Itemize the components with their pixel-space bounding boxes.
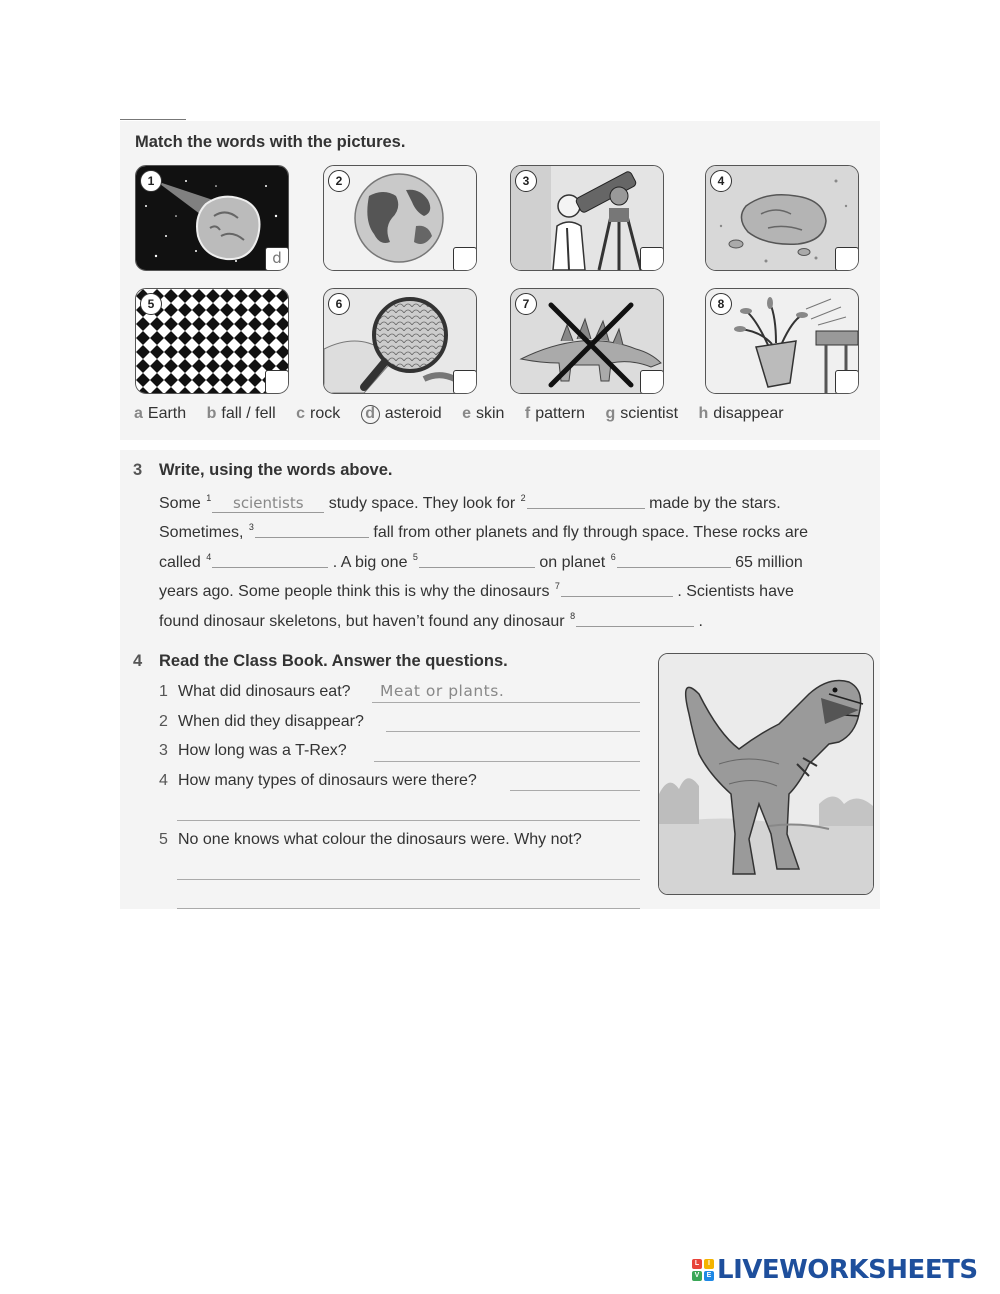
text-big-one: . A big one [332,554,408,571]
blank-6-number: 6 [610,552,616,562]
picture-3-number: 3 [515,170,537,192]
section3-number: 3 [133,461,143,479]
blank-7-number: 7 [554,581,560,591]
word-letter-c: c [296,405,305,422]
question-3 [159,742,347,760]
word-rock: rock [310,405,341,422]
blank-8-number: 8 [570,611,576,621]
picture-5-number: 5 [140,293,162,315]
paragraph-line-1 [159,493,781,513]
picture-6-number: 6 [328,293,350,315]
picture-1-number: 1 [140,170,162,192]
blank-1-number: 1 [206,493,212,503]
answer-1-text[interactable]: Meat or plants. [380,682,505,700]
word-asteroid: asteroid [384,405,442,422]
blank-7-input[interactable] [561,582,673,597]
picture-2-answer-box[interactable] [453,247,477,271]
paragraph-line-3 [159,552,803,572]
blank-3-input[interactable] [255,523,369,538]
question-1-text: What did dinosaurs eat? [178,683,351,700]
paragraph-line-4 [159,581,794,601]
picture-7-answer-box[interactable] [640,370,664,394]
word-letter-b: b [206,405,217,422]
section3-heading: Write, using the words above. [159,461,393,479]
trex-illustration [659,654,873,894]
text-period: . [698,613,703,630]
blank-2-number: 2 [520,493,526,503]
picture-7-number: 7 [515,293,537,315]
paragraph-line-2 [159,522,808,542]
picture-4-rock [705,165,859,271]
question-1 [159,683,351,701]
blank-3-number: 3 [248,522,254,532]
logo-tile-e: E [704,1271,714,1281]
picture-6-skin [323,288,477,394]
logo-tile-l: L [692,1259,702,1269]
blank-1-input[interactable]: scientists [212,494,324,513]
blank-8-input[interactable] [576,612,694,627]
answer-4-line-b[interactable] [177,820,640,821]
word-letter-h: h [698,405,709,422]
picture-3-scientist [510,165,664,271]
question-2 [159,713,364,731]
text-scientists-have: . Scientists have [677,583,794,600]
section4-heading: Read the Class Book. Answer the questions. [159,652,508,670]
word-pattern: pattern [535,405,586,422]
picture-6-answer-box[interactable] [453,370,477,394]
picture-1-asteroid [135,165,289,271]
word-list [134,405,800,424]
word-letter-a: a [134,405,143,422]
answer-5-line-b[interactable] [177,908,640,909]
picture-3-answer-box[interactable] [640,247,664,271]
answer-4-line-a[interactable] [510,790,640,791]
blank-4-input[interactable] [212,553,328,568]
answer-2-line[interactable] [386,731,640,732]
answer-3-line[interactable] [374,761,640,762]
picture-8-answer-box[interactable] [835,370,859,394]
blank-4-number: 4 [206,552,212,562]
question-2-number: 2 [159,713,168,730]
picture-1-answer-box[interactable]: d [265,247,289,271]
text-some: Some [159,495,201,512]
text-on-planet: on planet [539,554,606,571]
text-line1-mid: study space. They look for [328,495,516,512]
answer-1-line[interactable] [372,702,640,703]
question-3-number: 3 [159,742,168,759]
logo-text: LIVEWORKSHEETS [717,1255,978,1285]
text-line2-end: fall from other planets and fly through space. These rocks are [373,524,808,541]
section1-heading: Match the words with the pictures. [135,133,406,151]
word-earth: Earth [147,405,187,422]
logo-tile-v: V [692,1271,702,1281]
word-scientist: scientist [620,405,679,422]
picture-2-earth [323,165,477,271]
word-letter-e: e [462,405,471,422]
liveworksheets-logo [692,1255,978,1285]
question-4-number: 4 [159,772,168,789]
question-3-text: How long was a T-Rex? [178,742,347,759]
text-line1-end: made by the stars. [649,495,781,512]
text-65-million: 65 million [735,554,803,571]
word-disappear: disappear [713,405,784,422]
text-called: called [159,554,201,571]
word-skin: skin [475,405,505,422]
blank-5-input[interactable] [419,553,535,568]
picture-5-pattern [135,288,289,394]
top-rule [120,119,186,120]
word-letter-g: g [605,405,616,422]
trex-picture [658,653,874,895]
question-1-number: 1 [159,683,168,700]
blank-2-input[interactable] [527,494,645,509]
logo-icon [692,1259,714,1281]
word-fall: fall / fell [221,405,276,422]
question-4-text: How many types of dinosaurs were there? [178,772,477,789]
word-letter-f: f [524,405,531,422]
paragraph-line-5 [159,611,703,631]
answer-5-line-a[interactable] [177,879,640,880]
picture-4-answer-box[interactable] [835,247,859,271]
question-4 [159,772,477,790]
text-line4: years ago. Some people think this is why the dinosaurs [159,583,550,600]
picture-8-number: 8 [710,293,732,315]
question-5 [159,831,582,849]
blank-5-number: 5 [412,552,418,562]
text-line5: found dinosaur skeletons, but haven’t found any dinosaur [159,613,565,630]
logo-tile-i: I [704,1259,714,1269]
text-sometimes: Sometimes, [159,524,244,541]
word-letter-d-circled: d [361,405,380,424]
picture-4-number: 4 [710,170,732,192]
picture-5-answer-box[interactable] [265,370,289,394]
question-5-number: 5 [159,831,168,848]
question-2-text: When did they disappear? [178,713,364,730]
picture-8-fall [705,288,859,394]
question-5-text: No one knows what colour the dinosaurs were. Why not? [178,831,582,848]
section4-number: 4 [133,652,143,670]
blank-6-input[interactable] [617,553,731,568]
section-separator [120,440,880,450]
picture-7-disappear [510,288,664,394]
picture-2-number: 2 [328,170,350,192]
